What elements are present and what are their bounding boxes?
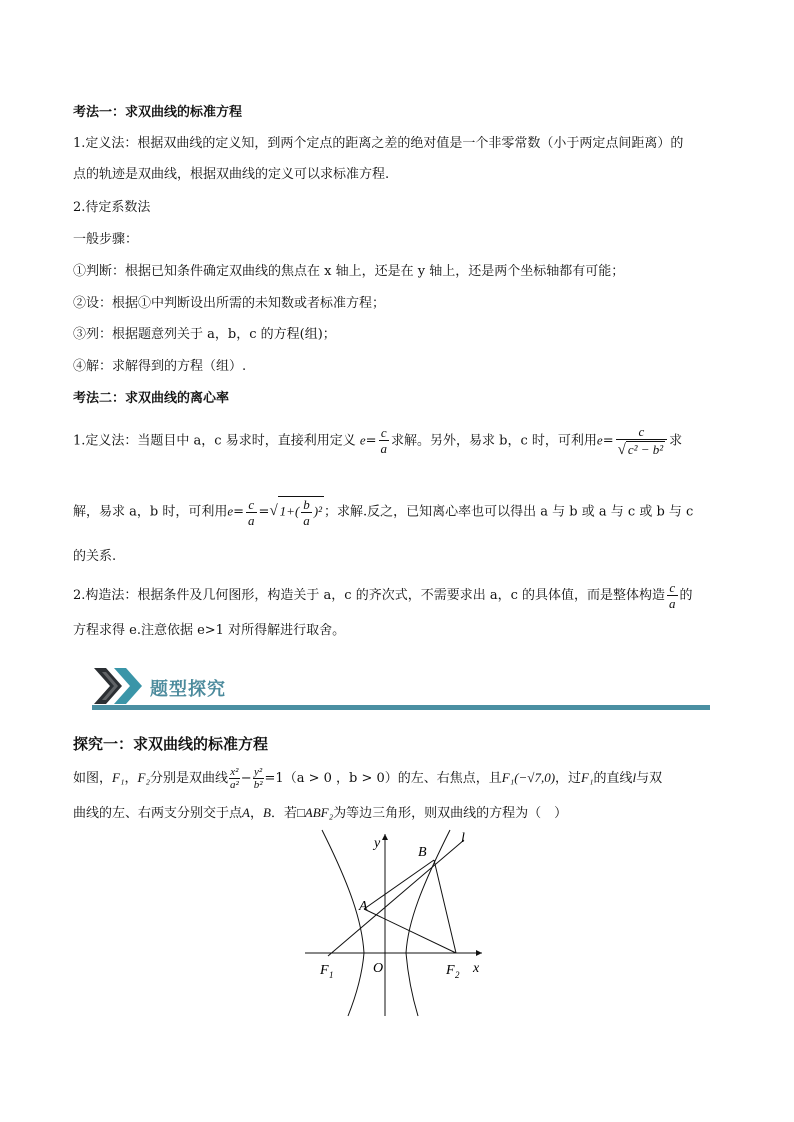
section2-paragraph1-line1: 1.定义法：当题目中 a，c 易求时，直接利用定义 e= $\frac{c}{a}$ 求解。另外，易求 b，c 时，可利用e= $\frac{c}{\text{√ c² − b²}}$ 求 (73, 424, 683, 458)
fraction-c-over-a-2: $\frac{c}{a}$ (248, 496, 255, 528)
section1-paragraph1-line2: 点的轨迹是双曲线，根据双曲线的定义可以求标准方程. (73, 167, 390, 182)
step-2: ②设：根据①中判断设出所需的未知数或者标准方程； (73, 296, 386, 311)
step-1: ①判断：根据已知条件确定双曲线的焦点在 x 轴上，还是在 y 轴上，还是两个坐标轴都有可能； (73, 264, 625, 279)
label-F1-sub: 1 (329, 970, 334, 980)
section2-paragraph1-line2: 解，易求 a，b 时，可利用e= $\frac{c}{a}$ =√ 1+( $\frac{b}{a}$ )² ；求解.反之，已知离心率也可以得出 a 与 b 或 a 与 c 或 b 与 c (73, 496, 694, 528)
side-AB (364, 860, 434, 909)
label-y: y (374, 836, 381, 851)
label-F2: F (446, 963, 455, 978)
question-line2: 曲线的左、右两支分别交于点A，B．若□ABF₂为等边三角形，则双曲线的方程为（ ） (73, 805, 568, 821)
section1-title: 考法一：求双曲线的标准方程 (73, 105, 243, 120)
step-4: ④解：求解得到的方程（组）. (73, 359, 247, 374)
sqrt-expression: √ 1+( $\frac{b}{a}$ )² (269, 497, 323, 528)
section2-title: 考法二：求双曲线的离心率 (73, 391, 230, 406)
math-e: e (359, 432, 366, 448)
section1-paragraph2: 2.待定系数法 (73, 200, 151, 215)
banner-underline (92, 705, 710, 710)
section2-paragraph1-line3: 的关系. (73, 549, 117, 564)
line-l (328, 840, 464, 956)
question-line1: 如图，F₁，F₂分别是双曲线 $\frac{\text{x²}}{\text{a²}}$ − $\frac{\text{y²}}{\text{b²}}$ =1（a > 0 ，b > 0）的左、右焦点，且F₁(−√7,0)，过F₁的直线l与双 (73, 766, 663, 791)
steps-title: 一般步骤： (73, 232, 139, 247)
fraction-c-over-a: $\frac{c}{a}$ (380, 425, 388, 457)
label-l: l (461, 831, 465, 846)
section2-paragraph3: 方程求得 e.注意依据 e>1 对所得解进行取舍。 (73, 623, 346, 638)
hyperbola-figure (300, 826, 490, 1022)
section3-title: 探究一：求双曲线的标准方程 (73, 735, 269, 753)
left-branch (322, 830, 364, 1016)
fraction-c-over-a-3: $\frac{c}{a}$ (669, 580, 676, 611)
label-F1: F (320, 963, 329, 978)
fraction-x2-a2: $\frac{\text{x²}}{\text{a²}}$ (229, 766, 239, 791)
side-AF2 (364, 909, 456, 953)
section2-paragraph2: 2.构造法：根据条件及几何图形，构造关于 a，c 的齐次式，不需要求出 a，c 的具体值，而是整体构造 $\frac{c}{a}$ 的 (73, 580, 693, 611)
fraction-c-over-sqrt: $\frac{c}{\text{√ c² − b²}}$ (616, 424, 668, 458)
label-F2-sub: 2 (455, 970, 460, 980)
label-O: O (373, 961, 384, 976)
label-B: B (418, 845, 427, 860)
step-3: ③列：根据题意列关于 a，b，c 的方程(组)； (73, 327, 336, 342)
banner-title: 题型探究 (150, 679, 226, 700)
section1-paragraph1-line1: 1.定义法：根据双曲线的定义知，到两个定点的距离之差的绝对值是一个非零常数（小于两定点间距离）的 (73, 136, 684, 151)
label-x: x (473, 961, 480, 976)
side-BF2 (434, 860, 456, 953)
fraction-y2-b2: $\frac{\text{y²}}{\text{b²}}$ (253, 766, 263, 791)
label-A: A (359, 899, 368, 914)
